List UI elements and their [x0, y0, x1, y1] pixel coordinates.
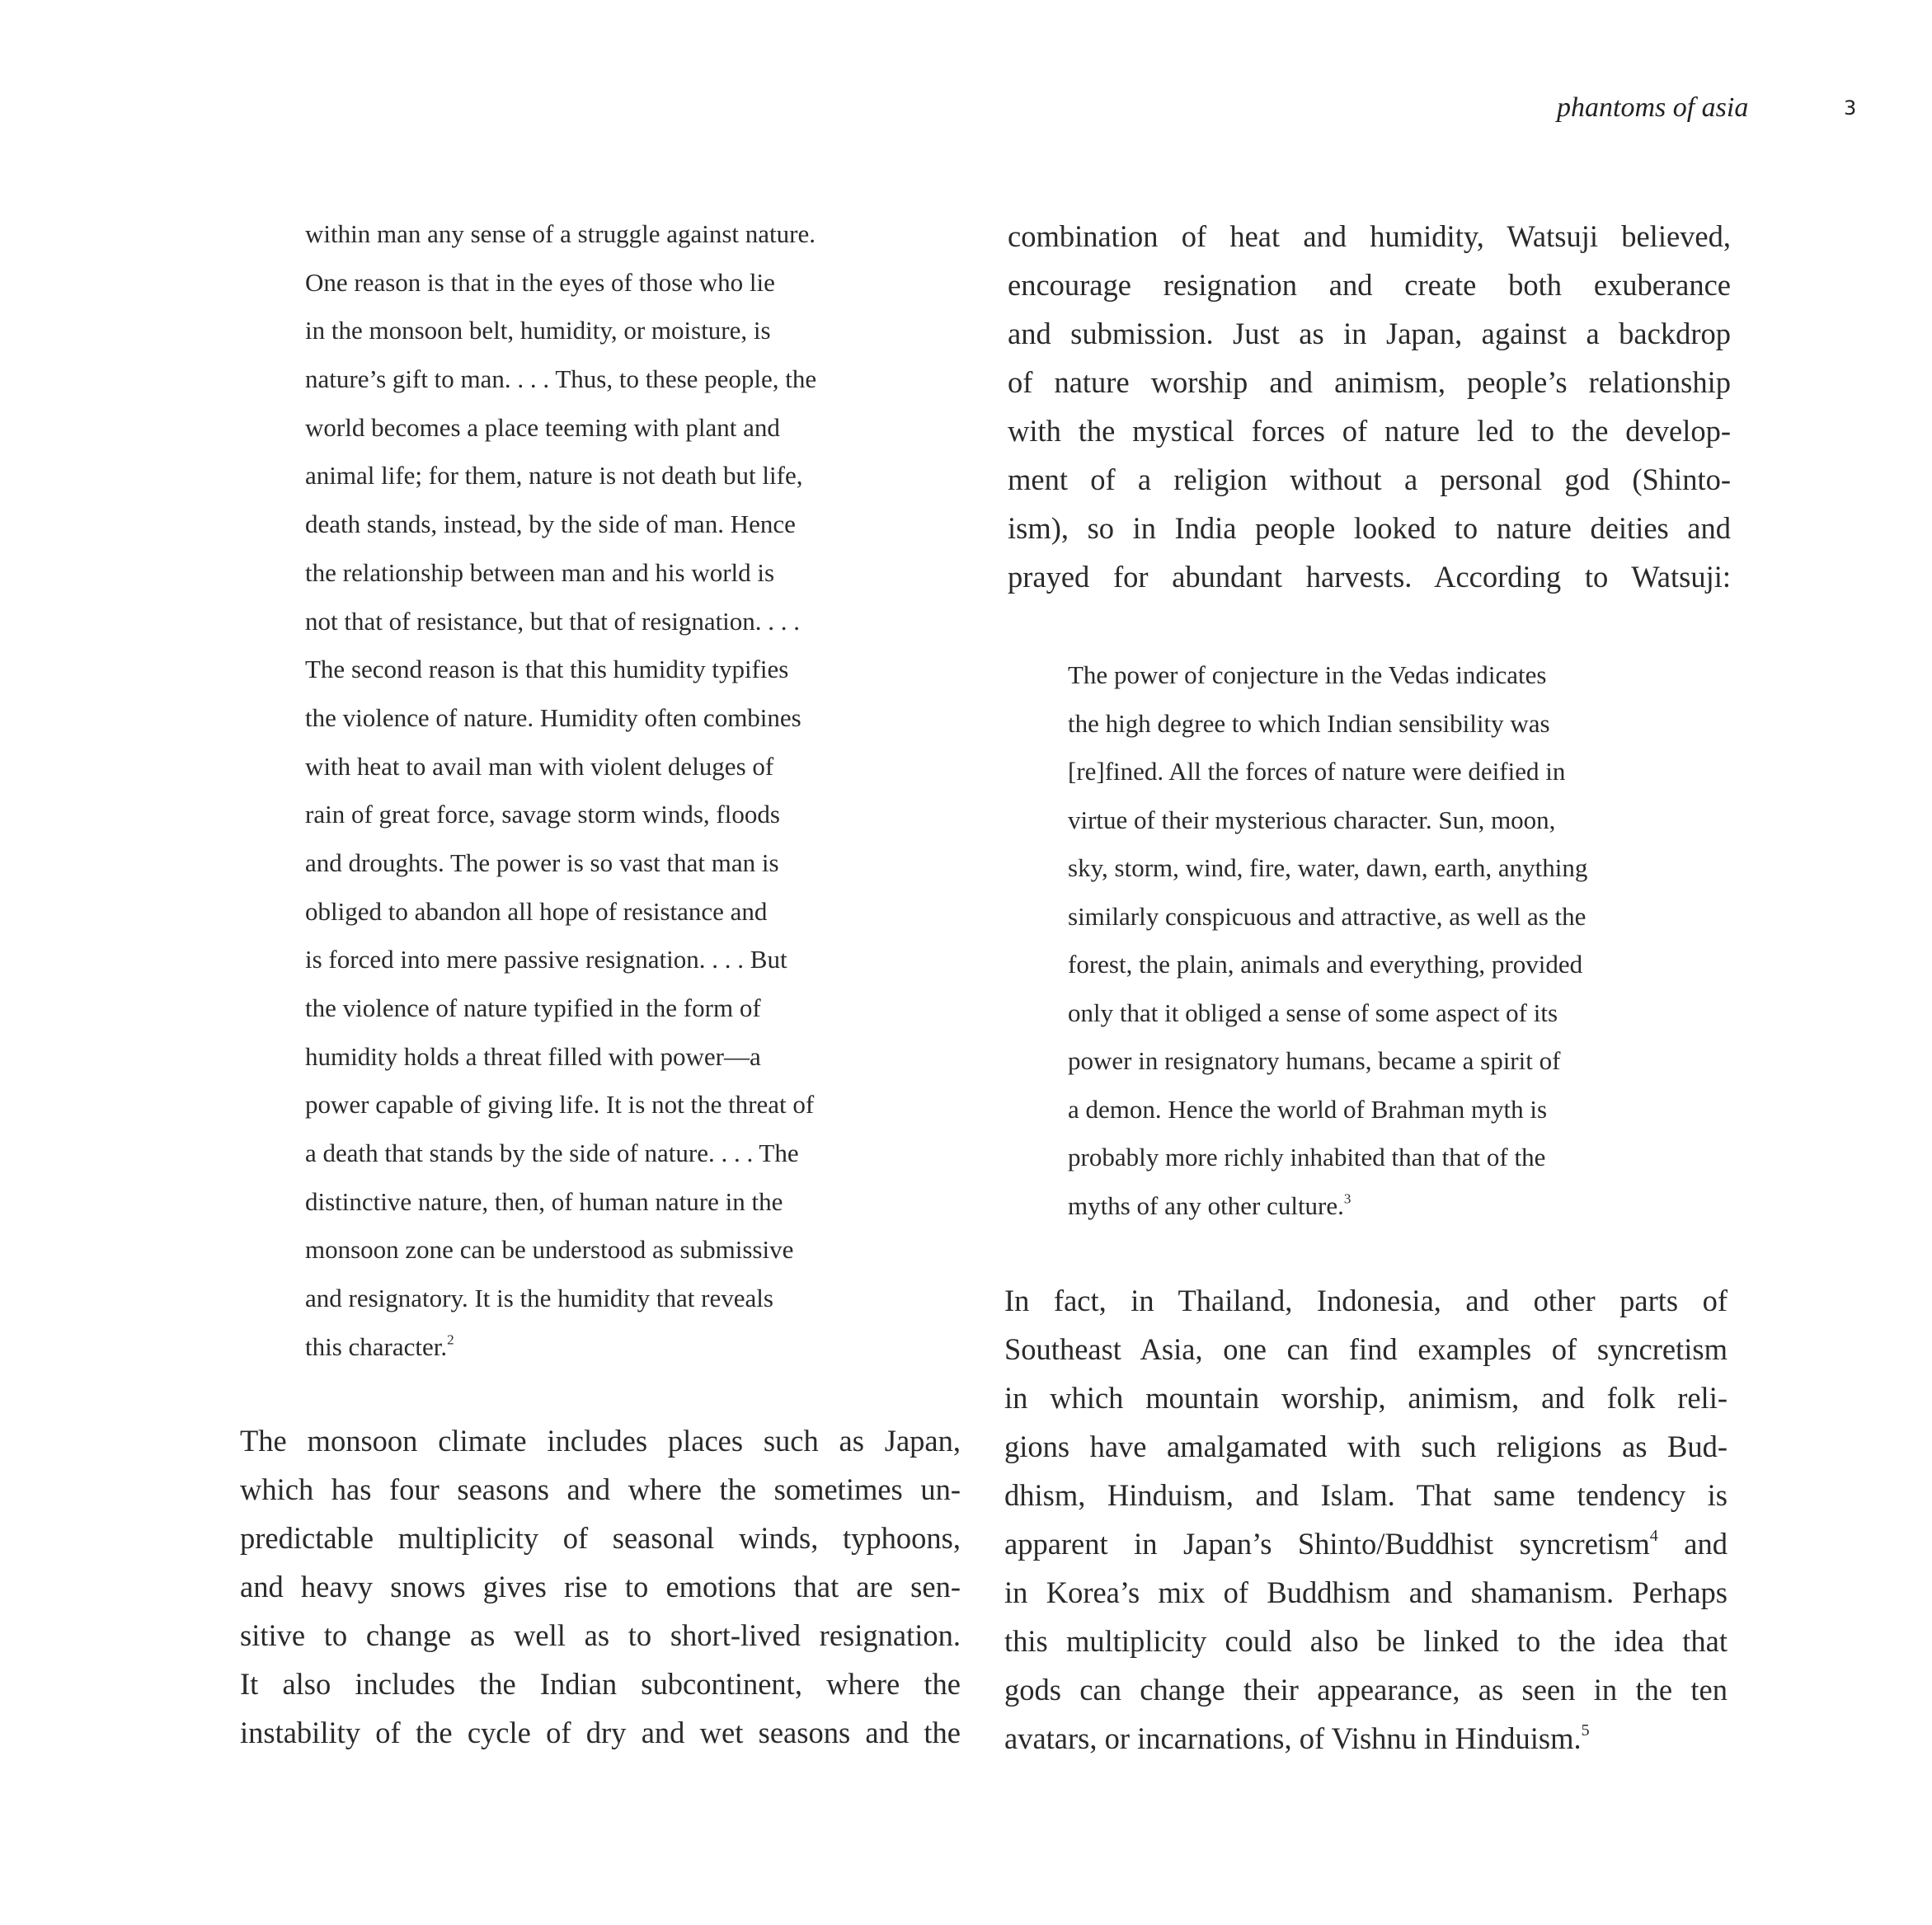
line-text: predictable multiplicity of seasonal winds, typhoons, — [240, 1521, 961, 1555]
line-text: The monsoon climate includes places such as Japan, — [240, 1424, 961, 1458]
running-head: phantoms of asia — [1557, 92, 1749, 123]
line-text: The power of conjecture in the Vedas indicates — [1068, 660, 1547, 689]
text-line — [1004, 1519, 1728, 1568]
text-line — [305, 1275, 893, 1323]
line-text: of nature worship and animism, people’s relationship — [1008, 365, 1731, 399]
text-line — [305, 355, 893, 404]
line-text: and droughts. The power is so vast that man is — [305, 847, 779, 877]
text-line — [1008, 406, 1731, 455]
line-text-after: and — [1657, 1527, 1728, 1561]
text-line — [1068, 1134, 1670, 1182]
text-line — [305, 984, 893, 1033]
line-text: ism), so in India people looked to nature deities and — [1008, 511, 1731, 545]
text-line — [240, 1465, 961, 1514]
line-text: with the mystical forces of nature led to the develop- — [1008, 414, 1731, 448]
text-line — [305, 1081, 893, 1129]
line-text: power in resignatory humans, became a spirit of — [1068, 1046, 1561, 1075]
line-text: a demon. Hence the world of Brahman myth is — [1068, 1094, 1548, 1124]
line-text: this multiplicity could also be linked to the idea that — [1004, 1624, 1728, 1658]
text-line — [1008, 309, 1731, 358]
text-line — [240, 1514, 961, 1562]
line-text: within man any sense of a struggle against nature. — [305, 219, 816, 248]
text-line — [1008, 212, 1731, 261]
line-text: in the monsoon belt, humidity, or moisture, is — [305, 316, 771, 345]
paragraph-monsoon-climate — [240, 1416, 961, 1757]
text-line — [305, 646, 893, 694]
line-text: [re]fined. All the forces of nature were deified in — [1068, 757, 1566, 786]
text-line — [305, 936, 893, 984]
line-text: prayed for abundant harvests. According to Watsuji: — [1008, 560, 1731, 594]
text-line — [305, 1226, 893, 1275]
line-text: gions have amalgamated with such religions as Bud- — [1004, 1430, 1728, 1463]
line-text: avatars, or incarnations, of Vishnu in Hinduism. — [1004, 1721, 1582, 1755]
text-line — [305, 500, 893, 549]
line-text: myths of any other culture. — [1068, 1190, 1344, 1220]
text-line — [305, 598, 893, 646]
line-text: forest, the plain, animals and everything, provided — [1068, 950, 1583, 979]
line-text: a death that stands by the side of nature. . . . The — [305, 1139, 799, 1168]
line-text: apparent in Japan’s Shinto/Buddhist syncretism — [1004, 1527, 1650, 1561]
text-line — [1004, 1373, 1728, 1422]
text-line — [1068, 844, 1670, 893]
line-text: not that of resistance, but that of resignation. . . . — [305, 606, 801, 636]
text-line — [1068, 651, 1670, 700]
text-line — [1068, 941, 1670, 989]
text-line — [1068, 1182, 1670, 1231]
footnote-marker[interactable]: 5 — [1581, 1721, 1590, 1740]
line-text: probably more richly inhabited than that of the — [1068, 1143, 1546, 1171]
line-text: Southeast Asia, one can find examples of syncretism — [1004, 1332, 1728, 1366]
line-text: virtue of their mysterious character. Sun, moon, — [1068, 805, 1556, 834]
text-line — [1068, 748, 1670, 796]
text-line — [305, 404, 893, 453]
line-text: sky, storm, wind, fire, water, dawn, earth, anything — [1068, 853, 1588, 882]
text-line — [240, 1708, 961, 1757]
text-line — [1004, 1471, 1728, 1519]
line-text: One reason is that in the eyes of those who lie — [305, 267, 775, 297]
line-text: in Korea’s mix of Buddhism and shamanism. Perhaps — [1004, 1575, 1728, 1609]
text-line — [305, 1129, 893, 1178]
text-line — [1008, 552, 1731, 601]
text-line — [1008, 261, 1731, 309]
line-text: obliged to abandon all hope of resistance and — [305, 896, 768, 926]
line-text: world becomes a place teeming with plant and — [305, 412, 780, 442]
line-text: similarly conspicuous and attractive, as well as the — [1068, 901, 1586, 931]
text-line — [305, 549, 893, 598]
text-line — [305, 1323, 893, 1372]
line-text: humidity holds a threat filled with power—a — [305, 1041, 761, 1071]
text-line — [305, 839, 893, 888]
line-text: with heat to avail man with violent deluges of — [305, 751, 774, 781]
text-line — [305, 694, 893, 743]
paragraph-heat-humidity — [1008, 212, 1731, 601]
line-text: the violence of nature. Humidity often combines — [305, 702, 801, 732]
text-line — [1068, 700, 1670, 749]
footnote-marker[interactable]: 3 — [1343, 1190, 1351, 1206]
line-text: sitive to change as well as to short-lived resignation. — [240, 1618, 961, 1652]
line-text: in which mountain worship, animism, and folk reli- — [1004, 1381, 1728, 1415]
line-text: this character. — [305, 1331, 448, 1361]
page-number: 3 — [1844, 96, 1857, 120]
line-text: animal life; for them, nature is not death but life, — [305, 461, 803, 491]
line-text: and heavy snows gives rise to emotions that are sen- — [240, 1570, 961, 1603]
line-text: gods can change their appearance, as seen in the ten — [1004, 1673, 1728, 1707]
text-line — [1068, 1037, 1670, 1086]
text-line — [240, 1562, 961, 1611]
text-line — [305, 743, 893, 791]
line-text: The second reason is that this humidity typifies — [305, 655, 789, 684]
line-text: and submission. Just as in Japan, against a backdrop — [1008, 317, 1731, 350]
text-line — [1004, 1422, 1728, 1471]
text-line — [305, 1178, 893, 1227]
text-line — [1004, 1325, 1728, 1373]
text-line — [1004, 1714, 1728, 1763]
line-text: power capable of giving life. It is not the threat of — [305, 1090, 815, 1120]
line-text: dhism, Hinduism, and Islam. That same tendency is — [1004, 1478, 1728, 1512]
line-text: ment of a religion without a personal god (Shinto- — [1008, 462, 1731, 496]
line-text: and resignatory. It is the humidity that reveals — [305, 1284, 773, 1313]
line-text: instability of the cycle of dry and wet seasons and the — [240, 1716, 961, 1749]
footnote-marker[interactable]: 4 — [1649, 1526, 1658, 1545]
line-text: the high degree to which Indian sensibility was — [1068, 708, 1550, 738]
footnote-marker[interactable]: 2 — [447, 1331, 454, 1348]
line-text: death stands, instead, by the side of man. Hence — [305, 509, 796, 539]
line-text: only that it obliged a sense of some aspect of its — [1068, 998, 1558, 1027]
line-text: In fact, in Thailand, Indonesia, and other parts of — [1004, 1284, 1728, 1317]
line-text: distinctive nature, then, of human nature in the — [305, 1186, 783, 1216]
block-quote-watsuji-monsoon — [305, 210, 893, 1372]
line-text: encourage resignation and create both exuberance — [1008, 268, 1731, 302]
line-text: monsoon zone can be understood as submissive — [305, 1235, 794, 1265]
text-line — [305, 210, 893, 259]
text-line — [305, 452, 893, 500]
line-text: rain of great force, savage storm winds, floods — [305, 800, 780, 829]
line-text: which has four seasons and where the sometimes un- — [240, 1472, 961, 1506]
text-line — [240, 1660, 961, 1708]
text-line — [240, 1611, 961, 1660]
line-text: It also includes the Indian subcontinent, where the — [240, 1667, 961, 1701]
text-line — [305, 1033, 893, 1082]
block-quote-vedas — [1068, 651, 1670, 1230]
text-line — [1068, 989, 1670, 1038]
text-line — [1068, 1086, 1670, 1134]
line-text: nature’s gift to man. . . . Thus, to these people, the — [305, 364, 817, 394]
text-line — [1004, 1617, 1728, 1665]
line-text: combination of heat and humidity, Watsuji believed, — [1008, 219, 1731, 253]
line-text: the violence of nature typified in the form of — [305, 993, 761, 1022]
line-text: is forced into mere passive resignation. . . . But — [305, 945, 787, 974]
text-line — [1008, 358, 1731, 406]
text-line — [1004, 1665, 1728, 1714]
line-text: the relationship between man and his world is — [305, 557, 775, 587]
text-line — [240, 1416, 961, 1465]
text-line — [1068, 796, 1670, 845]
paragraph-syncretism — [1004, 1276, 1728, 1763]
text-line — [1068, 893, 1670, 941]
text-line — [305, 259, 893, 308]
text-line — [305, 888, 893, 937]
text-line — [1004, 1568, 1728, 1617]
text-line — [305, 791, 893, 839]
text-line — [1008, 455, 1731, 504]
text-line — [1004, 1276, 1728, 1325]
text-line — [305, 307, 893, 355]
text-line — [1008, 504, 1731, 552]
